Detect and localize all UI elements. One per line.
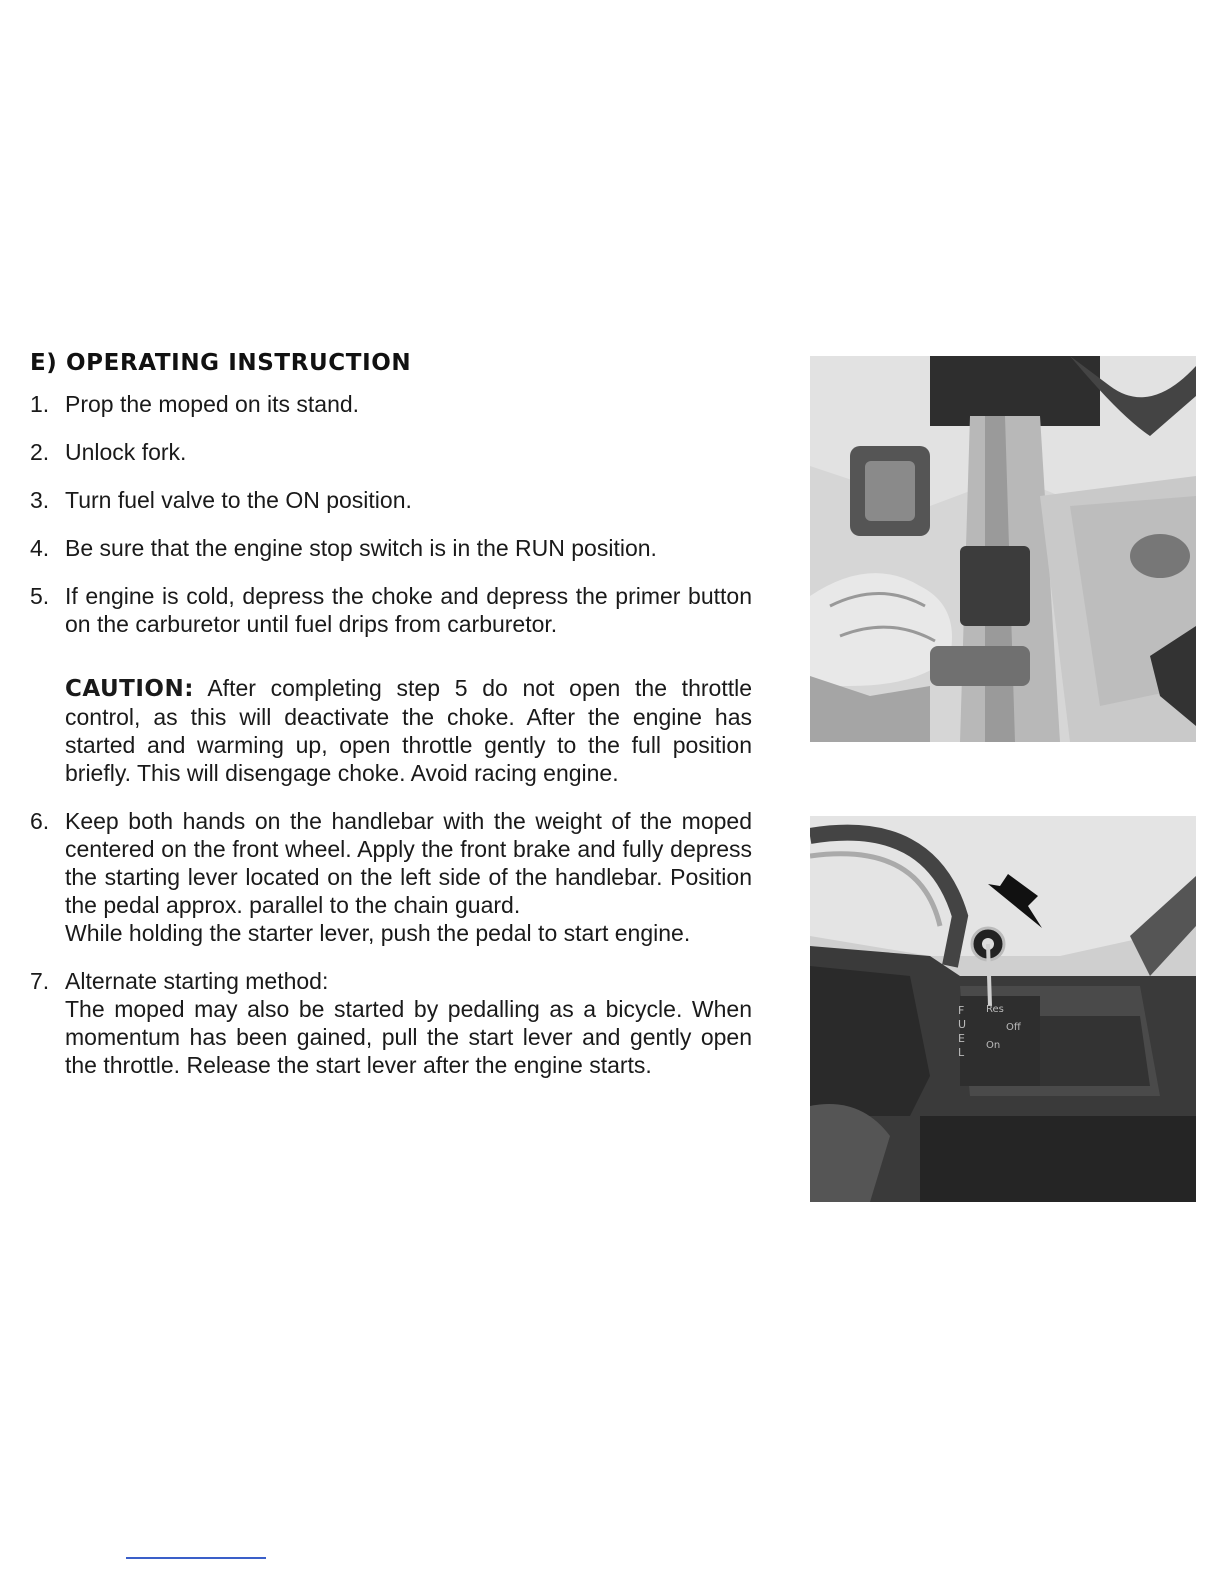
step-text: Be sure that the engine stop switch is in the RUN position. bbox=[65, 535, 657, 561]
step-1 bbox=[30, 390, 752, 418]
fuel-letter: U bbox=[958, 1018, 967, 1031]
step-text: Keep both hands on the handlebar with the weight of the moped centered on the front wheel. Apply the front brake and fully depress the starting lever located on the left side of the handlebar. Position the pedal approx. parallel to the chain guard. bbox=[65, 808, 752, 918]
valve-label: Res bbox=[986, 1004, 1004, 1015]
step-7 bbox=[30, 967, 752, 1079]
fuel-letter: E bbox=[958, 1032, 965, 1045]
step-3 bbox=[30, 486, 752, 514]
fuel-letter: F bbox=[958, 1004, 965, 1017]
section-heading: E) OPERATING INSTRUCTION bbox=[30, 350, 412, 376]
step-text: The moped may also be started by pedalling as a bicycle. When momentum has been gained, pull the start lever and gently open the throttle. Release the start lever after the engine starts. bbox=[65, 996, 752, 1078]
valve-label: Off bbox=[1006, 1022, 1021, 1033]
caution-label: CAUTION: bbox=[65, 676, 194, 702]
caution-text: After completing step 5 do not open the throttle control, as this will deactivate the choke. After the engine has started and warming up, open throttle gently to the full position briefly. This will disengage choke. Avoid racing engine. bbox=[65, 675, 752, 786]
instructions-column bbox=[30, 350, 752, 1099]
fuel-valve-illustration bbox=[810, 816, 1196, 1202]
step-number: 3. bbox=[30, 487, 50, 513]
photo-fuel-valve bbox=[810, 816, 1196, 1202]
step-text-continued: While holding the starter lever, push the pedal to start engine. bbox=[65, 920, 691, 946]
choke-lever-illustration bbox=[810, 356, 1196, 742]
caution-note bbox=[30, 674, 752, 787]
step-6 bbox=[30, 807, 752, 947]
photo-choke-lever bbox=[810, 356, 1196, 742]
step-number: 1. bbox=[30, 391, 50, 417]
step-number: 7. bbox=[30, 968, 50, 994]
valve-label: On bbox=[986, 1040, 1001, 1051]
step-number: 6. bbox=[30, 808, 50, 834]
step-number: 2. bbox=[30, 439, 50, 465]
step-4 bbox=[30, 534, 752, 562]
step-number: 4. bbox=[30, 535, 50, 561]
fuel-letter: L bbox=[958, 1046, 965, 1059]
step-2 bbox=[30, 438, 752, 466]
step-5 bbox=[30, 582, 752, 638]
step-text: Prop the moped on its stand. bbox=[65, 391, 360, 417]
step-text: Unlock fork. bbox=[65, 439, 187, 465]
step-number: 5. bbox=[30, 583, 50, 609]
step-text: If engine is cold, depress the choke and depress the primer button on the carburetor until fuel drips from carburetor. bbox=[65, 583, 752, 637]
footer-rule bbox=[126, 1557, 266, 1559]
step-text: Turn fuel valve to the ON position. bbox=[65, 487, 412, 513]
step-title: Alternate starting method: bbox=[65, 968, 329, 994]
